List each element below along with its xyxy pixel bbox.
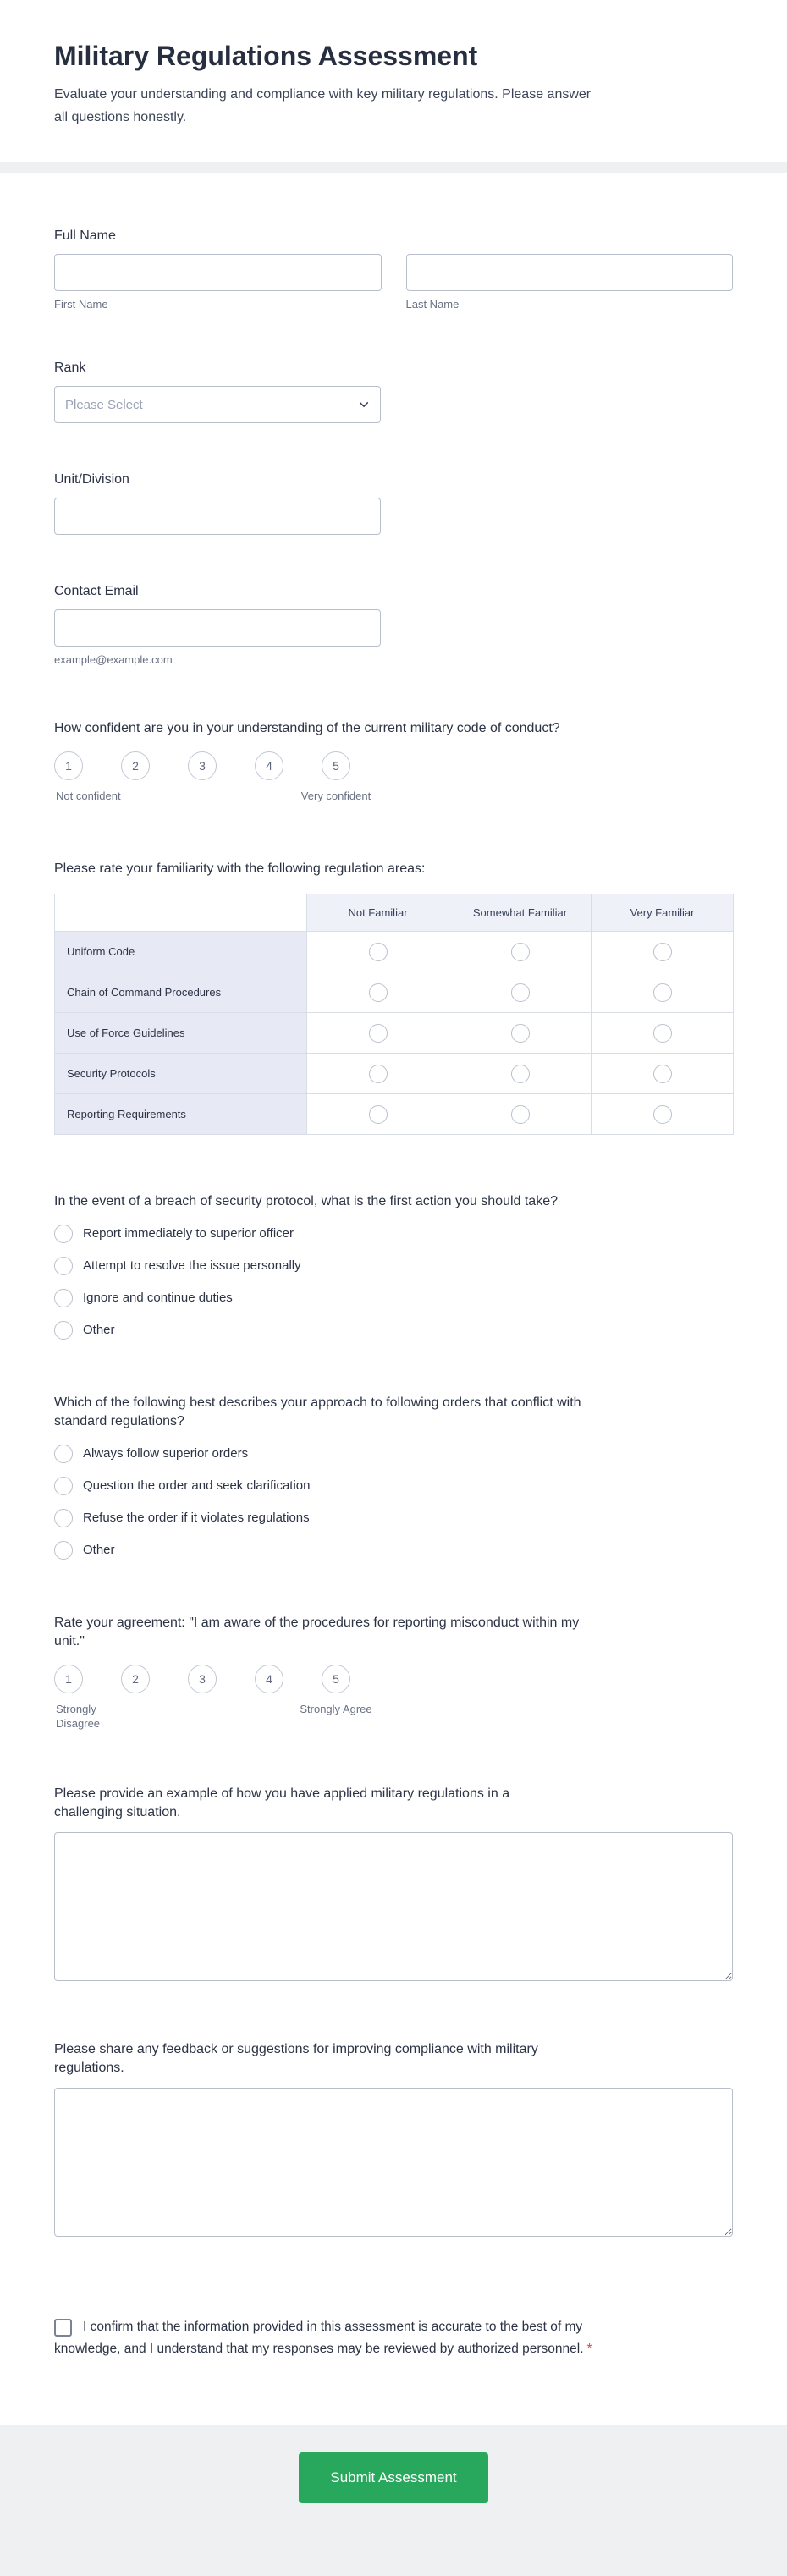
matrix-row-label: Reporting Requirements xyxy=(55,1094,307,1135)
security-breach-field xyxy=(54,1192,733,1341)
matrix-row-label: Security Protocols xyxy=(55,1054,307,1094)
feedback-label: Please share any feedback or suggestions for improving compliance with military regulations. xyxy=(54,2042,538,2075)
matrix-row-label: Uniform Code xyxy=(55,932,307,972)
rank-label: Rank xyxy=(54,361,86,375)
scale-option-1[interactable]: 1 xyxy=(54,1665,83,1693)
radio-circle[interactable] xyxy=(54,1445,73,1463)
last-name-input[interactable] xyxy=(406,254,734,291)
scale-left-label: Not confident xyxy=(56,790,121,802)
full-name-label: Full Name xyxy=(54,228,116,243)
feedback-textarea[interactable] xyxy=(54,2088,733,2237)
radio-option[interactable] xyxy=(54,1287,733,1309)
matrix-cell xyxy=(592,1094,734,1135)
matrix-radio[interactable] xyxy=(653,983,672,1002)
radio-circle[interactable] xyxy=(54,1321,73,1340)
matrix-cell xyxy=(449,932,592,972)
scale-option-2[interactable]: 2 xyxy=(121,751,150,780)
scale-left-label: Strongly Disagree xyxy=(56,1703,101,1730)
matrix-header-row xyxy=(55,894,734,932)
matrix-radio[interactable] xyxy=(369,1065,388,1083)
full-name-inputs xyxy=(54,254,733,311)
radio-option-label: Other xyxy=(83,1323,115,1337)
matrix-column-header: Very Familiar xyxy=(592,894,734,932)
matrix-row xyxy=(55,1013,734,1054)
applied-regulations-field xyxy=(54,1785,733,1981)
last-name-sublabel: Last Name xyxy=(405,298,460,311)
matrix-radio[interactable] xyxy=(369,1105,388,1124)
radio-circle[interactable] xyxy=(54,1509,73,1527)
unit-division-label: Unit/Division xyxy=(54,472,129,487)
radio-circle[interactable] xyxy=(54,1257,73,1275)
matrix-cell xyxy=(449,1054,592,1094)
matrix-cell xyxy=(592,1054,734,1094)
applied-regulations-textarea[interactable] xyxy=(54,1832,733,1981)
contact-email-field xyxy=(54,582,733,667)
security-breach-question: In the event of a breach of security protocol, what is the first action you should take? xyxy=(54,1194,558,1208)
matrix-row-label: Use of Force Guidelines xyxy=(55,1013,307,1054)
scale-option-2[interactable]: 2 xyxy=(121,1665,150,1693)
radio-option[interactable] xyxy=(54,1223,733,1245)
matrix-radio[interactable] xyxy=(511,943,530,961)
matrix-cell xyxy=(307,1013,449,1054)
form-title: Military Regulations Assessment xyxy=(54,41,478,71)
confidence-scale-end-labels xyxy=(54,789,733,802)
rank-select-placeholder: Please Select xyxy=(65,397,143,412)
chevron-down-icon xyxy=(358,399,370,410)
matrix-cell xyxy=(592,972,734,1013)
applied-regulations-label: Please provide an example of how you have applied military regulations in a challenging situation. xyxy=(54,1786,510,1819)
matrix-radio[interactable] xyxy=(653,1024,672,1043)
radio-option[interactable] xyxy=(54,1475,733,1497)
rank-select[interactable] xyxy=(54,386,381,423)
matrix-radio[interactable] xyxy=(511,983,530,1002)
radio-option[interactable] xyxy=(54,1255,733,1277)
scale-right-label: Very confident xyxy=(300,790,371,802)
scale-option-1[interactable]: 1 xyxy=(54,751,83,780)
scale-option-4[interactable]: 4 xyxy=(255,751,283,780)
first-name-input[interactable] xyxy=(54,254,382,291)
matrix-cell xyxy=(307,1094,449,1135)
matrix-corner-cell xyxy=(55,894,307,932)
matrix-cell xyxy=(592,932,734,972)
confidence-scale-field xyxy=(54,719,733,802)
matrix-column-header: Somewhat Familiar xyxy=(449,894,592,932)
unit-division-input[interactable] xyxy=(54,498,381,535)
consent-row xyxy=(54,2316,613,2360)
matrix-radio[interactable] xyxy=(653,943,672,961)
agreement-scale-field xyxy=(54,1614,733,1731)
radio-option-label: Report immediately to superior officer xyxy=(83,1226,294,1241)
matrix-cell xyxy=(307,972,449,1013)
radio-circle[interactable] xyxy=(54,1289,73,1307)
consent-checkbox[interactable] xyxy=(54,2319,72,2337)
last-name-col xyxy=(406,254,734,311)
agreement-scale-options xyxy=(54,1665,733,1693)
radio-option[interactable] xyxy=(54,1443,733,1465)
matrix-column-header: Not Familiar xyxy=(307,894,449,932)
security-breach-options xyxy=(54,1223,733,1341)
feedback-field xyxy=(54,2040,733,2237)
radio-option[interactable] xyxy=(54,1539,733,1561)
matrix-cell xyxy=(449,1094,592,1135)
radio-option-label: Ignore and continue duties xyxy=(83,1291,233,1305)
contact-email-input[interactable] xyxy=(54,609,381,647)
matrix-question: Please rate your familiarity with the following regulation areas: xyxy=(54,861,426,876)
radio-circle[interactable] xyxy=(54,1541,73,1560)
radio-option[interactable] xyxy=(54,1319,733,1341)
radio-option-label: Refuse the order if it violates regulations xyxy=(83,1511,310,1525)
radio-option-label: Other xyxy=(83,1543,115,1557)
full-name-field xyxy=(54,227,733,311)
matrix-cell xyxy=(592,1013,734,1054)
orders-conflict-field xyxy=(54,1394,733,1561)
radio-option-label: Always follow superior orders xyxy=(83,1446,249,1461)
confidence-scale-question: How confident are you in your understanding of the current military code of conduct? xyxy=(54,721,560,735)
radio-option-label: Question the order and seek clarification xyxy=(83,1478,311,1493)
matrix-radio[interactable] xyxy=(511,1065,530,1083)
agreement-scale-question: Rate your agreement: "I am aware of the procedures for reporting misconduct within my unit." xyxy=(54,1616,580,1649)
radio-circle[interactable] xyxy=(54,1225,73,1243)
first-name-sublabel: First Name xyxy=(54,298,108,311)
form-body xyxy=(0,173,787,2425)
radio-option-label: Attempt to resolve the issue personally xyxy=(83,1258,301,1273)
familiarity-matrix-field xyxy=(54,860,733,1135)
matrix-row xyxy=(55,1054,734,1094)
scale-option-3[interactable]: 3 xyxy=(188,751,217,780)
matrix-radio[interactable] xyxy=(369,943,388,961)
matrix-cell xyxy=(449,972,592,1013)
orders-conflict-options xyxy=(54,1443,733,1561)
matrix-row-label: Chain of Command Procedures xyxy=(55,972,307,1013)
submit-button[interactable]: Submit Assessment xyxy=(299,2452,488,2503)
confidence-scale-options xyxy=(54,751,733,780)
contact-email-label: Contact Email xyxy=(54,584,139,598)
form-footer xyxy=(0,2425,787,2576)
form-subtitle: Evaluate your understanding and compliance with key military regulations. Please answer all questions honestly. xyxy=(54,87,592,124)
matrix-row xyxy=(55,1094,734,1135)
form-header xyxy=(0,0,787,162)
matrix-row xyxy=(55,932,734,972)
matrix-radio[interactable] xyxy=(369,1024,388,1043)
orders-conflict-question: Which of the following best describes your approach to following orders that conflict with standard regulations? xyxy=(54,1395,581,1428)
required-asterisk: * xyxy=(586,2342,592,2356)
matrix-row xyxy=(55,972,734,1013)
unit-division-field xyxy=(54,471,733,535)
consent-text: I confirm that the information provided in this assessment is accurate to the best of my knowledge, and I understand that my responses may be reviewed by authorized personnel. xyxy=(54,2320,584,2356)
radio-option[interactable] xyxy=(54,1507,733,1529)
first-name-col xyxy=(54,254,382,311)
matrix-radio[interactable] xyxy=(369,983,388,1002)
matrix-cell xyxy=(449,1013,592,1054)
matrix-radio[interactable] xyxy=(653,1105,672,1124)
matrix-cell xyxy=(307,1054,449,1094)
consent-field xyxy=(54,2316,733,2360)
matrix-radio[interactable] xyxy=(511,1024,530,1043)
radio-circle[interactable] xyxy=(54,1477,73,1495)
matrix-table xyxy=(54,894,734,1135)
scale-option-5[interactable]: 5 xyxy=(322,1665,350,1693)
matrix-radio[interactable] xyxy=(511,1105,530,1124)
matrix-cell xyxy=(307,932,449,972)
contact-email-sublabel: example@example.com xyxy=(54,653,173,666)
scale-right-label: Strongly Agree xyxy=(300,1703,372,1715)
matrix-radio[interactable] xyxy=(653,1065,672,1083)
scale-option-4[interactable]: 4 xyxy=(255,1665,283,1693)
scale-option-3[interactable]: 3 xyxy=(188,1665,217,1693)
rank-field xyxy=(54,359,733,423)
agreement-scale-end-labels xyxy=(54,1702,733,1731)
scale-option-5[interactable]: 5 xyxy=(322,751,350,780)
